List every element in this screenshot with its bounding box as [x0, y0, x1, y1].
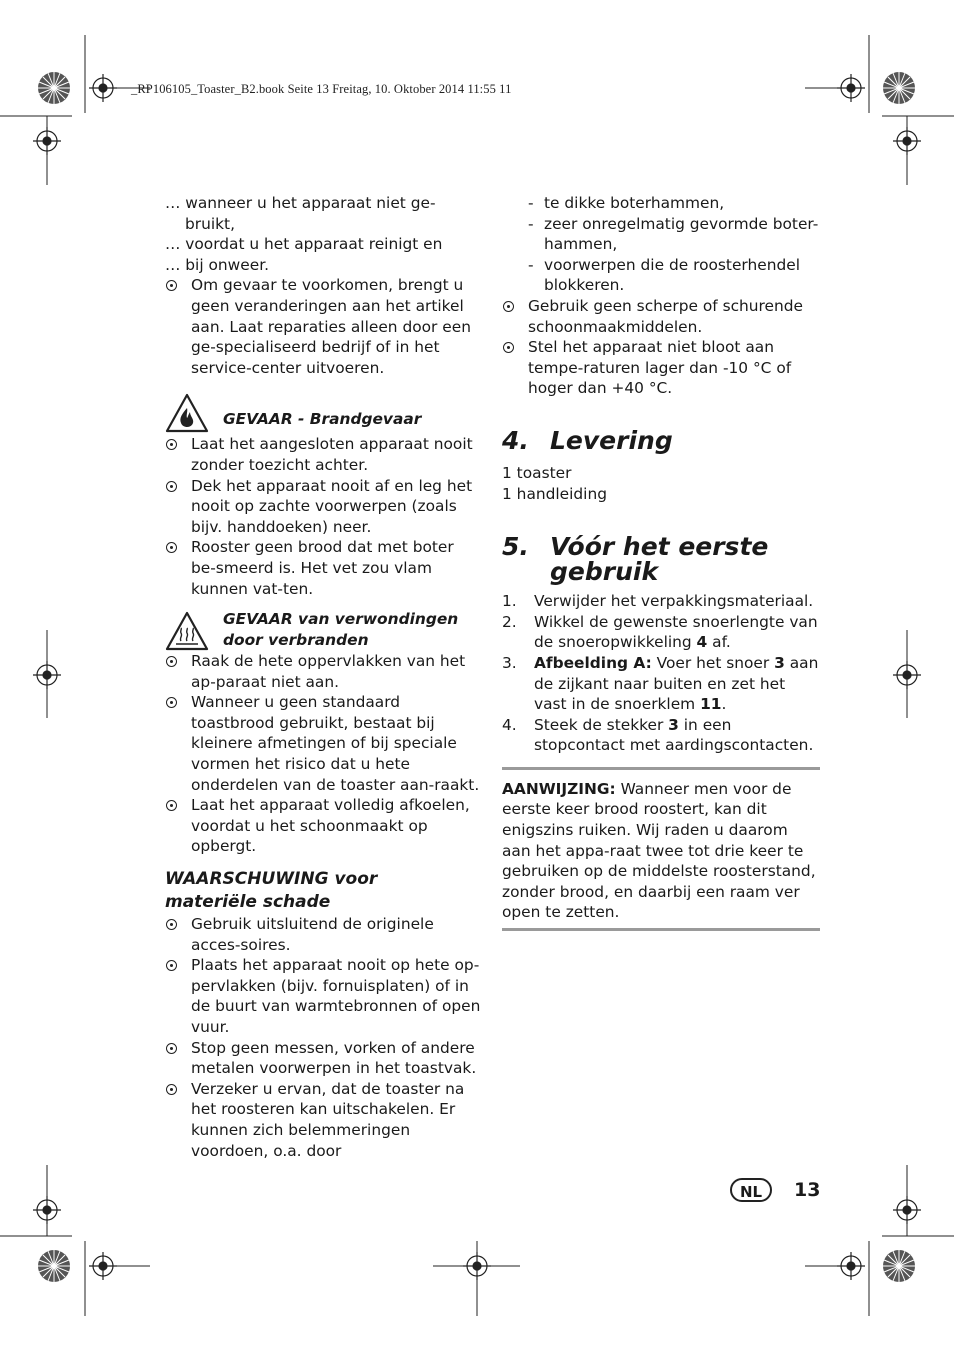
step-item: 3. Afbeelding A: Voer het snoer 3 aan de zijkant naar buiten en zet het vast in de snoerklem 11. — [502, 653, 819, 714]
bullet-icon — [165, 476, 181, 496]
section-5-heading: 5. Vóór het eerste gebruik — [502, 532, 769, 587]
page-number: 13 — [794, 1179, 821, 1201]
list-item: Dek het apparaat nooit af en leg het nooit op zachte voorwerpen (zoals bijv. handdoeken) neer. — [165, 476, 483, 538]
intro-line: bruikt, — [185, 214, 235, 233]
list-item: - zeer onregelmatig gevormde boter-hammen, — [528, 214, 819, 254]
bullet-icon — [165, 275, 181, 295]
list-item: Om gevaar te voorkomen, brengt u geen veranderingen aan het artikel aan. Laat reparaties alleen door een ge-specialiseerd bedrijf of in het service-center uitvoeren. — [165, 275, 483, 378]
hot-surface-warning-icon — [165, 611, 209, 651]
bullet-icon — [502, 337, 518, 357]
bullet-icon — [165, 537, 181, 557]
warning-fire: GEVAAR - Brandgevaar — [165, 394, 483, 434]
right-column — [502, 193, 820, 931]
list-item: Wanneer u geen standaard toastbrood gebruikt, bestaat bij kleinere afmetingen of bij speciale vormen het risico dat u hete onderdelen van de toaster aan-raakt. — [165, 692, 483, 795]
step-item: 1. Verwijder het verpakkingsmateriaal. — [502, 592, 814, 611]
bullet-icon — [165, 651, 181, 671]
list-item: Verzeker u ervan, dat de toaster na het roosteren kan uitschakelen. Er kunnen zich belemmeringen voordoen, o.a. door — [165, 1079, 483, 1161]
fire-warning-icon — [165, 393, 209, 433]
section-4-heading: 4. Levering — [502, 425, 673, 455]
left-column — [165, 193, 483, 1161]
list-item: Rooster geen brood dat met boter be-smeerd is. Het vet zou vlam kunnen vat-ten. — [165, 537, 483, 599]
list-item: Gebruik uitsluitend de originele acces-soires. — [165, 914, 483, 955]
bullet-icon — [165, 914, 181, 934]
note-box — [502, 767, 820, 931]
list-item: Laat het aangesloten apparaat nooit zonder toezicht achter. — [165, 434, 483, 475]
note-text: Wanneer men voor de eerste keer brood roostert, kan dit enigszins ruiken. Wij raden u daarom aan het appa-raat twee tot drie keer te gebruiken op de middelste roosterstand, zonder brood, en daarbij een raam ver open te zetten. — [502, 779, 816, 922]
bullet-icon — [165, 795, 181, 815]
bullet-icon — [165, 434, 181, 454]
bullet-icon — [165, 1079, 181, 1099]
language-badge: NL — [730, 1178, 772, 1202]
bullet-icon — [165, 955, 181, 975]
warning-burn: GEVAAR van verwondingen door verbranden — [165, 609, 483, 651]
delivery-item: 1 toaster — [502, 463, 572, 482]
list-item: - voorwerpen die de roosterhendel blokkeren. — [528, 255, 800, 295]
list-item: Plaats het apparaat nooit op hete op-pervlakken (bijv. fornuisplaten) of in de buurt van warmtebronnen of open vuur. — [165, 955, 483, 1037]
list-item: Gebruik geen scherpe of schurende schoonmaakmiddelen. — [502, 296, 820, 337]
list-item: Stop geen messen, vorken of andere metalen voorwerpen in het toastvak. — [165, 1038, 483, 1079]
intro-line: … voordat u het apparaat reinigt en — [165, 235, 443, 254]
bullet-icon — [165, 692, 181, 712]
list-item: Laat het apparaat volledig afkoelen, voordat u het schoonmaakt op opbergt. — [165, 795, 483, 857]
delivery-item: 1 handleiding — [502, 484, 607, 503]
note-label: AANWIJZING: — [502, 779, 616, 798]
intro-line: … wanneer u het apparaat niet ge- — [165, 194, 436, 212]
bullet-icon — [165, 1038, 181, 1058]
subheading-material-damage: WAARSCHUWING voor materiële schade — [165, 869, 378, 913]
step-item: 4. Steek de stekker 3 in een stopcontact met aardingscontacten. — [502, 715, 814, 755]
step-item: 2. Wikkel de gewenste snoerlengte van de snoeropwikkeling 4 af. — [502, 612, 818, 652]
list-item: Stel het apparaat niet bloot aan tempe-raturen lager dan -10 °C of hoger dan +40 °C. — [502, 337, 820, 399]
intro-line: … bij onweer. — [165, 255, 269, 274]
list-item: Raak de hete oppervlakken van het ap-paraat niet aan. — [165, 651, 483, 692]
bullet-icon — [502, 296, 518, 316]
list-item: - te dikke boterhammen, — [528, 194, 725, 212]
print-header: _RP106105_Toaster_B2.book Seite 13 Freitag, 10. Oktober 2014 11:55 11 — [131, 82, 512, 96]
